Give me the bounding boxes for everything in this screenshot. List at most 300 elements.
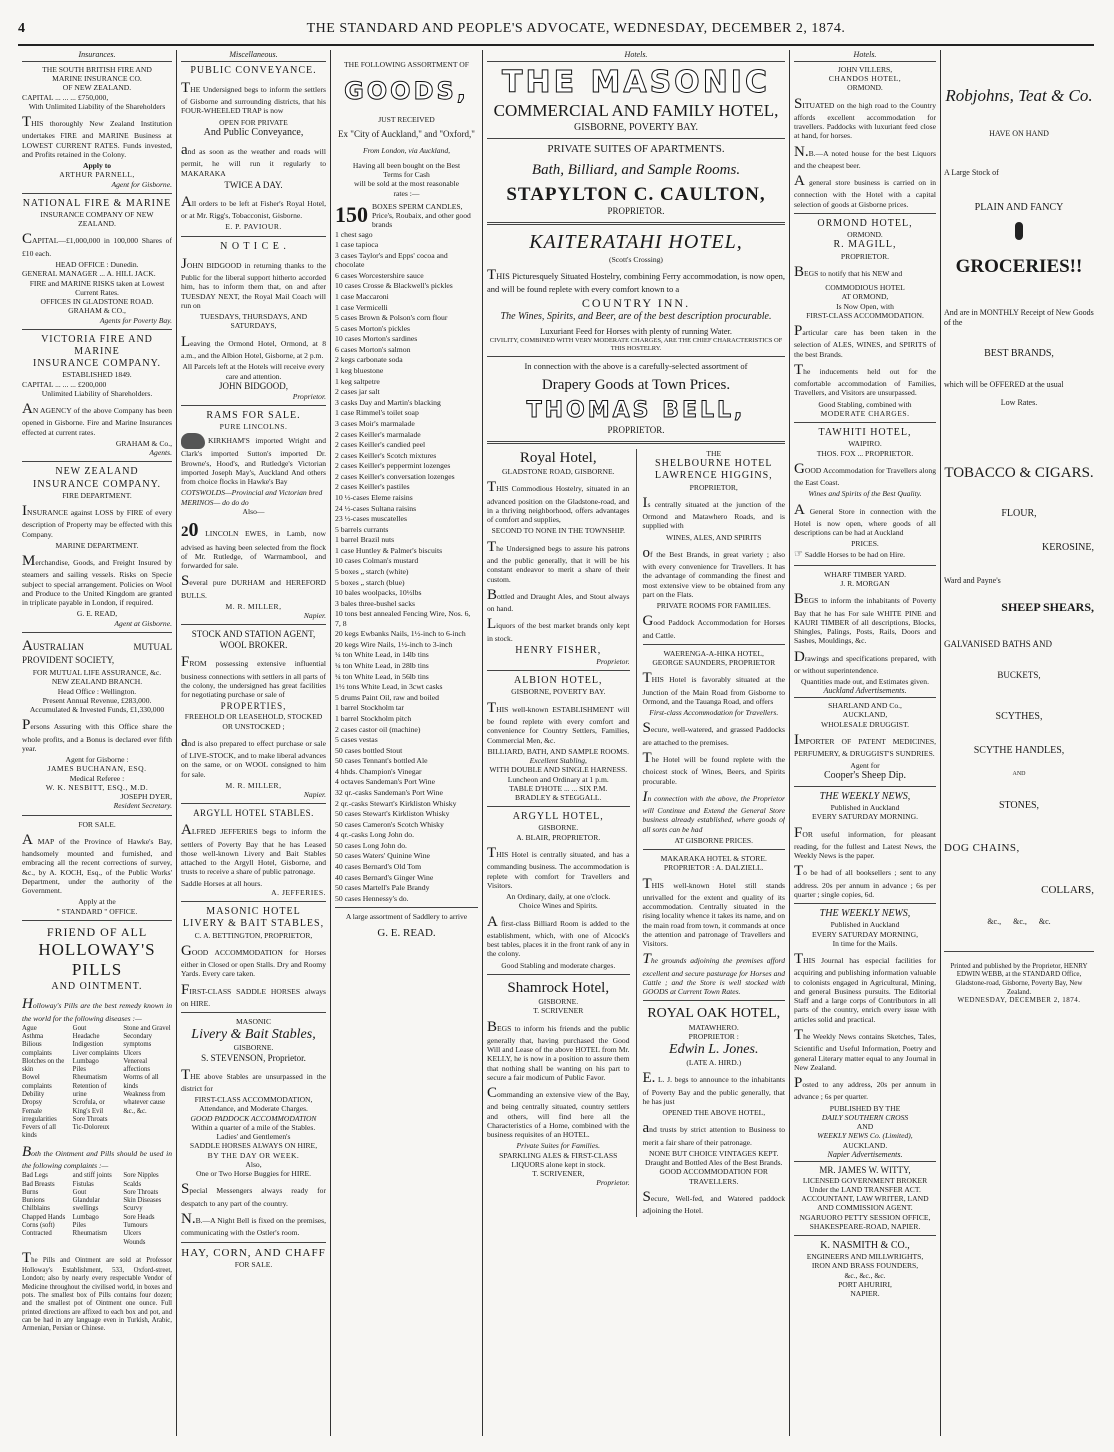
goods-item: 5 boxes „ starch (blue) (335, 577, 405, 587)
goods-item: 5 drums Paint Oil, raw and boiled (335, 692, 439, 702)
ad-line: GOOD ACCOMMODATION FOR TRAVELLERS. (659, 1167, 768, 1186)
ad-sign: ARTHUR PARNELL, (59, 170, 135, 180)
ad-title: WHARF TIMBER YARD. (823, 569, 907, 579)
list-item: Debility (22, 1091, 45, 1099)
goods-item: 1 barrel Stockholm pitch (335, 713, 412, 723)
goods-item: 50 cases bottled Stout (335, 745, 403, 755)
list-item: Weakness from whatever cause (123, 1091, 166, 1107)
ad-line: LICENSED GOVERNMENT BROKER (802, 1175, 928, 1185)
ad-line: PUBLISHED BY THE (829, 1103, 901, 1113)
ad-line: BILLIARD, BATH, AND SAMPLE ROOMS. (487, 746, 630, 756)
ad-body: THIS Commodious Hostelry, situated in an advanced position on the Gladstone-road, and in a thriving neighborhood, offers advantages of comfort and supplies, (487, 479, 630, 525)
ad-sign: J. R. MORGAN (840, 579, 890, 589)
list-item: Liver complaints (72, 1049, 119, 1057)
goods-item: 2 cases Keiller's peppermint lozenges (335, 461, 451, 471)
ad-title: RAMS FOR SALE. (206, 409, 301, 421)
list-item: Fistulas (72, 1180, 94, 1188)
divider (643, 644, 786, 645)
ad-line: AUCKLAND, (842, 710, 888, 720)
ad-title: NEW ZEALAND (55, 466, 139, 478)
ad-title: THE WEEKLY NEWS, (819, 790, 911, 802)
divider (487, 222, 785, 225)
ad-title: MR. JAMES W. WITTY, (819, 1164, 911, 1175)
ad-nasmith (794, 1240, 936, 1298)
ad-title: MASONIC (235, 1017, 272, 1027)
ad-body: The Weekly News contains Sketches, Tales, Scientific and Useful Information, Poetry and general Literary matter equal to any Journal in New Zealand. (794, 1026, 936, 1072)
ad-line: BEST BRANDS, (984, 347, 1054, 359)
ad-line: CAPITAL ... ... ... £200,000 (22, 379, 107, 389)
list-item: Bilious complaints (22, 1041, 52, 1057)
ad-body: The Undersigned begs to assure his patrons and the public generally, that it will be his constant endeavor to merit a share of their custom. (487, 538, 630, 584)
goods-item: 4 octaves Sandeman's Port Wine (335, 777, 435, 787)
ad-public-conveyance (181, 65, 326, 232)
list-item: Scurvy (123, 1205, 143, 1213)
imprint: Printed and published by the Proprietor, HENRY EDWIN WEBB, at the STANDARD Office, Gladstone-road, Gisborne, Poverty Bay, New Zealand. (950, 961, 1088, 996)
ad-masonic-bait (181, 1017, 326, 1237)
ad-line: SHAKESPEARE-ROAD, NAPIER. (809, 1221, 921, 1231)
ad-wharf-timber (794, 570, 936, 687)
ad-line: GISBORNE. (233, 1043, 274, 1053)
ad-line: SECOND TO NONE IN THE TOWNSHIP. (491, 526, 625, 536)
complaint-list (22, 1172, 172, 1247)
section-heading: Auckland Advertisements. (794, 686, 936, 698)
list-item: Contracted (22, 1230, 52, 1238)
ad-title: INSURANCE COMPANY OF NEW ZEALAND. (40, 209, 154, 229)
ad-line: MODERATE CHARGES. (820, 408, 910, 418)
goods-item: 2 cases Keiller's Scotch mixtures (335, 450, 437, 460)
ad-body: THIS Hotel is favorably situated at the Junction of the Main Road from Gisborne to Ormond, and the Tauanga Road, and offers (642, 670, 785, 706)
ad-line: Is Now Open, with (836, 301, 894, 311)
ad-royal-hotel (487, 449, 630, 666)
ad-title: HAY, CORN, AND CHAFF (181, 1246, 326, 1259)
list-item: Dropsy (22, 1099, 43, 1107)
ad-line: GOOD PADDOCK ACCOMMODATION (190, 1113, 317, 1123)
ad-body: Posted to any address, 20s per annum in advance ; 6s per quarter. (794, 1075, 936, 1102)
ad-line: CAPITAL ... ... ... £750,000, (22, 92, 109, 102)
ad-title: MASONIC HOTEL (206, 906, 301, 918)
goods-item: 20 kegs Ewbanks Nails, 1½-inch to 6-inch (335, 629, 466, 639)
ad-sharland (794, 701, 936, 782)
ad-sign: A. JEFFERIES. (271, 887, 326, 897)
ad-title: K. NASMITH & CO., (820, 1240, 910, 1252)
ad-line: JUST RECEIVED (378, 114, 435, 124)
ad-title: WAERENGA-A-HIKA HOTEL, (663, 648, 764, 658)
goods-item: 1 keg saltpetre (335, 376, 380, 386)
ad-line: PRIVATE ROOMS FOR FAMILIES. (656, 601, 771, 611)
list-item: &c., &c. (123, 1107, 147, 1115)
list-item: Rheumatism (72, 1230, 108, 1238)
divider (794, 903, 936, 904)
ad-line: SCYTHES, (995, 710, 1043, 722)
ad-witty (794, 1165, 936, 1231)
ad-line: Terms for Cash (383, 170, 430, 180)
ad-line: ENGINEERS AND MILLWRIGHTS, (806, 1252, 924, 1262)
list-item: Piles (72, 1221, 86, 1229)
ad-line: OPEN FOR PRIVATE (219, 117, 288, 127)
ad-body: Leaving the Ormond Hotel, Ormond, at 8 a.m., and the Albion Hotel, Gisborne, at 2 p.m. (181, 333, 326, 361)
ad-body: BEGS to inform his friends and the public generally that, having purchased the Good Will and Lease of the above HOTEL from Mr. KELLY, he is now in a position to assure them that nothing shall be wanting on his part to secure a fair modicum of Public Favor. (487, 1018, 630, 1082)
divider (794, 565, 936, 566)
ad-body: THIS well-known ESTABLISHMENT will be found replete with every comfort and convenience for Country Settlers, Families, Commercial Men, &c. (487, 699, 630, 745)
ewe-count: 20 (181, 519, 199, 542)
ad-body: and is also prepared to effect purchase or sale of LIVE-STOCK, and to make liberal advances on the same, or on WOOL consigned to him for sale. (181, 733, 326, 779)
goods-item: 40 cases Bernard's Ginger Wine (335, 872, 434, 882)
ad-body: THIS thoroughly New Zealand Institution undertakes FIRE and MARINE Business at LOWEST CURRENT RATES. Funds invested, and Profits retained in the Colony. (22, 114, 172, 159)
ad-title: INSURANCE COMPANY. (32, 358, 162, 370)
masthead-rule (18, 44, 1094, 46)
ad-line: Under the LAND TRANSFER ACT. (809, 1184, 921, 1194)
ad-title: AND OINTMENT. (51, 981, 143, 993)
ad-title: THE MASONIC (502, 64, 770, 100)
goods-item: 3 cases Taylor's and Epps' cocoa and chocolate (335, 250, 448, 270)
ad-line: Napier. (303, 611, 326, 621)
column-hotels (487, 50, 785, 1436)
ad-sign: G. E. READ, (76, 609, 118, 619)
ad-body: Both the Ointment and Pills should be used in the following complaints :— (22, 1143, 172, 1171)
ad-rams (181, 410, 326, 620)
goods-item: 20 kegs Wire Nails, 1½-inch to 3-inch (335, 639, 453, 649)
ad-title: JOHN VILLERS, (837, 64, 893, 74)
goods-item: 4 hhds. Champion's Vinegar (335, 766, 422, 776)
ad-line: FREEHOLD OR LEASEHOLD, STOCKED OR UNSTOCKED ; (184, 712, 323, 731)
divider (487, 138, 785, 139)
section-heading: Hotels. (794, 50, 936, 62)
ad-title: ROYAL OAK HOTEL, (647, 1006, 781, 1022)
list-item: Retention of urine (72, 1082, 107, 1099)
goods-item: 1 case Vermicelli (335, 302, 388, 312)
ad-sign: GRAHAM & CO., (68, 306, 126, 316)
ad-line: With Unlimited Liability of the Shareholders (28, 101, 166, 111)
column-goods (335, 50, 478, 1436)
ad-body: THE above Stables are unsurpassed in the district for (181, 1066, 326, 1093)
ad-line: NONE BUT CHOICE VINTAGES KEPT. (648, 1148, 779, 1158)
goods-item: 10 cases Morton's sardines (335, 334, 418, 344)
disease-column-a (22, 1025, 71, 1141)
ad-title: ARGYLL HOTEL STABLES. (193, 808, 314, 819)
ad-body: N.B.—A Night Bell is fixed on the premises, communicating with the Ostler's room. (181, 1210, 326, 1238)
ad-line: A large assortment of Saddlery to arrive (345, 912, 468, 922)
divider (181, 803, 326, 804)
ad-line: NAPIER. (850, 1289, 880, 1299)
ad-body: Secure, well-watered, and grassed Paddocks are attached to the premises. (642, 720, 785, 747)
complaint-column-a (22, 1172, 71, 1247)
ad-title: Royal Hotel, (519, 449, 597, 466)
ad-line: Ex "City of Auckland," and "Oxford," (338, 128, 475, 139)
goods-item: 10 ½-cases Eleme raisins (335, 493, 413, 502)
ad-line: PROPRIETOR. (607, 424, 665, 435)
ad-line: GALVANISED BATHS AND (944, 638, 1053, 649)
ad-line: Attendance, and Moderate Charges. (199, 1104, 308, 1114)
divider (487, 670, 630, 671)
ad-line: SCYTHE HANDLES, (973, 744, 1065, 756)
ad-line: PROPRIETOR : A. DALZIELL. (663, 863, 764, 873)
ad-holloway (22, 925, 172, 1333)
ad-body: FROM possessing extensive influential business connections with settlers in all parts of the colony, the undersigned has great facilities for negotiating purchase or sale of (181, 654, 326, 700)
ad-body: and trusts by strict attention to Business to merit a fair share of their patronage. (642, 1120, 785, 1147)
ad-line: Published in Auckland (830, 920, 900, 930)
ad-line: Quantities made out, and Estimates given. (800, 677, 929, 687)
ad-line: Cooper's Sheep Dip. (823, 769, 907, 781)
ad-line: THE (706, 448, 722, 458)
list-item: Glandular swellings (72, 1197, 100, 1213)
divider (643, 849, 786, 850)
ad-line: Low Rates. (1000, 397, 1038, 407)
ad-sign: M. R. MILLER, (225, 601, 282, 611)
ad-line: TABLE D'HOTE ... ... SIX P.M. (509, 783, 608, 793)
ad-line: PROPRIETOR : (688, 1031, 739, 1041)
ad-title: THE SOUTH BRITISH FIRE AND (42, 64, 152, 74)
ad-line: Agents. (149, 448, 172, 458)
ad-line: C. A. BETTINGTON, PROPRIETOR, (194, 930, 313, 940)
list-item: Secondary symptoms (123, 1033, 153, 1049)
goods-item: 2 cases Keiller's conversation lozenges (335, 471, 455, 481)
goods-item: 2 qr.-casks Stewart's Kirkliston Whisky (335, 798, 457, 808)
ad-body: To be had of all booksellers ; sent to any address. 20s per annum in advance ; 6s per quarter ; single copies, 6d. (794, 863, 936, 899)
list-item: Ulcers (123, 1230, 142, 1238)
ad-line: Unlimited Liability of Shareholders. (41, 388, 153, 398)
ad-line: EVERY SATURDAY MORNING, (811, 929, 919, 939)
list-item: Gout (72, 1188, 87, 1196)
ad-line: First-class Accommodation for Travellers. (649, 708, 779, 718)
ad-line: Choice Wines and Spirits. (518, 901, 598, 911)
ad-line: COUNTRY INN. (581, 296, 691, 311)
list-item: Lumbago (72, 1213, 99, 1221)
ad-line: COTSWOLDS—Provincial and Victorian bred (181, 488, 323, 498)
ad-shelbourne (643, 449, 786, 640)
ad-line: CIVILITY, COMBINED WITH VERY MODERATE CHARGES, ARE THE CHIEF CHARACTERISTICS OF THIS HOSTELRY. (489, 336, 783, 352)
ad-national (22, 198, 172, 325)
ad-body: Merchandise, Goods, and Freight Insured by steamers and sailing vessels. Risks on Specie subject to special arrangement. Policies on Wool and Produce to the United Kingdom are granted in triplicate payable in London, if required. (22, 553, 172, 608)
ad-title: N O T I C E . (220, 240, 287, 252)
ad-line: All Parcels left at the Hotels will receive every care and attention. (182, 362, 325, 381)
ad-body: Persons Assuring with this Office share the whole profits, and a Bonus is declared ever fifth year. (22, 717, 172, 753)
ad-body: Bottled and Draught Ales, and Stout always on hand. (487, 586, 630, 614)
ad-line: MERINOS— do do do (181, 497, 249, 507)
ad-line: Private Suites for Families. (516, 1141, 601, 1151)
divider (22, 632, 172, 633)
ad-body: GOOD ACCOMMODATION for Horses either in Closed or open Stalls. Dry and Roomy Yards. Every care taken. (181, 942, 326, 979)
ad-line: OPENED THE ABOVE HOTEL, (662, 1108, 766, 1118)
ad-line: An Ordinary, daily, at one o'clock. (506, 892, 611, 902)
ad-sign: GRAHAM & Co., (115, 438, 172, 448)
column-hotels-2 (794, 50, 936, 1436)
ad-body: The grounds adjoining the premises afford excellent and secure pasturage for Horses and Cattle ; and the Store is well stocked with GOODS at Current Town Rates. (642, 951, 785, 997)
ad-sign: G. E. READ. (377, 927, 436, 940)
ad-line: Apply to (82, 161, 112, 171)
ad-line: GISBORNE, POVERTY BAY. (511, 687, 606, 697)
goods-item: 1½ tons White Lead, in 3cwt casks (335, 682, 443, 692)
ad-sign: E. P. PAVIOUR. (225, 222, 282, 232)
list-item: Piles (72, 1066, 86, 1074)
ad-line: Within a quarter of a mile of the Stables. (191, 1122, 316, 1132)
ad-title: Shamrock Hotel, (507, 979, 610, 996)
ad-line: FIRST-CLASS ACCOMMODATION. (806, 310, 924, 320)
ad-line: TWICE A DAY. (224, 179, 283, 190)
ad-line: BOXES SPERM CANDLES, (372, 201, 463, 211)
list-item: Gout (72, 1024, 87, 1032)
ad-notice-bidgood (181, 241, 326, 401)
ad-title: ORMOND HOTEL, (817, 217, 913, 229)
goods-item: 6 cases Morton's salmon (335, 344, 411, 354)
ad-title: MAKARAKA HOTEL & STORE. (660, 854, 767, 864)
ad-line: T. SCRIVENER (533, 1006, 584, 1016)
ad-body: of the Best Brands, in great variety ; also with every convenience for Travellers. It has the advantage of commanding the finest and most extensive view to be obtained from any part on the Flats. (642, 544, 785, 599)
ad-subtitle: PURE LINCOLNS. (219, 422, 288, 432)
divider (794, 422, 936, 423)
section-heading: Napier Advertisements. (794, 1150, 936, 1162)
ad-chandos (794, 65, 936, 209)
ad-title: FOR SALE. (78, 819, 116, 829)
ad-title: PUBLIC CONVEYANCE. (190, 64, 317, 76)
list-item: Chapped Hands (22, 1213, 66, 1221)
ad-waerenga (643, 649, 786, 845)
goods-item: 4 qr.-casks Long John do. (335, 830, 415, 840)
ad-line: Present Annual Revenue, £283,000. (42, 695, 152, 705)
ad-line: Price's, Roubaix, and other good brands (372, 211, 471, 230)
ad-line: BUCKETS, (997, 669, 1041, 680)
ad-kaiteratahi (487, 230, 785, 436)
ad-sign: R. MAGILL, (833, 239, 897, 251)
ad-body: AN AGENCY of the above Company has been opened in Gisborne. Fire and Marine Insurances effected at current rates. (22, 401, 172, 437)
ad-body: and as soon as the weather and roads will permit, he will run it regularly to MAKARAKA (181, 142, 326, 178)
column-rule (940, 50, 941, 1436)
list-item: Corns (soft) (22, 1221, 55, 1229)
column-rule (789, 50, 790, 1436)
ad-line: Agent at Gisborne. (114, 618, 172, 628)
list-item: Headache (72, 1033, 100, 1041)
ad-body: Liquors of the best market brands only kept in stock. (487, 616, 630, 643)
divider (22, 920, 172, 921)
complaint-column-b (73, 1172, 122, 1247)
goods-item: 1 chest sago (335, 229, 373, 239)
divider (22, 193, 172, 194)
ad-line: PROPRIETOR. (840, 251, 890, 261)
ad-line: FIRE and MARINE RISKS taken at Lowest Current Rates. (29, 278, 165, 297)
list-item: Indigestion (72, 1041, 104, 1049)
sheep-icon (181, 433, 205, 449)
ad-title: SHELBOURNE HOTEL (655, 458, 773, 470)
goods-item: 3 bales three-bushel sacks (335, 598, 416, 608)
column-rule (176, 50, 177, 1436)
ad-line: will be sold at the most reasonable (353, 179, 460, 189)
ad-line: Saddle Horses to be had on Hire. (804, 549, 906, 559)
goods-item: 50 cases Stewart's Kirkliston Whisky (335, 809, 450, 819)
ad-line: Ladies' and Gentlemen's (216, 1132, 291, 1142)
goods-item: 2 cases Keiller's marmalade (335, 429, 421, 439)
ad-line: And Public Conveyance, (203, 126, 304, 138)
ad-line: WAIPIRO. (848, 439, 882, 449)
ad-line: Agent for Gisborne. (111, 179, 172, 189)
ad-ormond-hotel (794, 218, 936, 418)
goods-item: 5 cases Morton's pickles (335, 323, 411, 333)
section-heading: Insurances. (22, 50, 172, 62)
ad-line: GLADSTONE ROAD, GISBORNE. (501, 467, 615, 477)
goods-item: 50 cases Waters' Quinine Wine (335, 851, 430, 861)
ad-line: The Wines, Spirits, and Beer, are of the best description procurable. (500, 311, 772, 323)
ad-body: All orders to be left at Fisher's Royal Hotel, or at Mr. Rigg's, Tobacconist, Gisborne. (181, 193, 326, 221)
ad-sign: STAPYLTON C. CAULTON, (506, 183, 766, 205)
goods-item: ¼ ton White Lead, in 28lb tins (335, 661, 429, 671)
ad-title: TAWHITI HOTEL, (818, 427, 912, 439)
list-item: Burns (22, 1188, 39, 1196)
ad-line: TOBACCO & CIGARS. (944, 464, 1094, 481)
ad-body: A general store business is carried on in connection with the Hotel with a capital selection of goods at Gisborne prices. (794, 173, 936, 209)
ad-line: PROPRIETOR, (689, 482, 738, 492)
list-item: Wounds (123, 1238, 146, 1246)
ad-line: which will be OFFERED at the usual (944, 380, 1064, 390)
ad-argyll-stables (181, 808, 326, 897)
ad-line: &c., &c., &c. (987, 917, 1051, 927)
ad-masonic-hotel (487, 65, 785, 217)
ad-south-british (22, 65, 172, 189)
list-item: Chilblains (22, 1205, 50, 1213)
ad-masonic-livery (181, 906, 326, 1008)
ad-line: GENERAL MANAGER ... A. HILL JACK. (22, 269, 156, 279)
divider (335, 907, 478, 908)
ad-line: Good Stabling, combined with (818, 399, 912, 409)
list-item: Tic-Doloreux (72, 1124, 110, 1132)
ad-line: Proprietor. (596, 1178, 630, 1188)
ad-sign: M. R. MILLER, (225, 780, 282, 790)
goods-item: 50 cases Cameron's Scotch Whisky (335, 819, 444, 829)
ad-line: &c., &c., &c. (844, 1270, 886, 1280)
ad-line: Wines and Spirits of the Best Quality. (808, 489, 922, 499)
ornament-icon (1015, 222, 1023, 240)
divider (181, 236, 326, 237)
ad-body: GOOD Accommodation for Travellers along the East Coast. (794, 460, 936, 488)
goods-item: 5 barrels currants (335, 524, 389, 534)
ad-body: THIS Journal has especial facilities for acquiring and publishing information valuable to colonists engaged in Agricultural, Mining, and general Business pursuits. The Editorial Staff and a large corps of Contributors in all parts of the country, enrich every issue with articles solid and practical. (794, 951, 936, 1024)
ad-line: Luncheon and Ordinary at 1 p.m. (507, 774, 609, 784)
ad-body: INSURANCE against LOSS by FIRE of every description of Property may be effected with this Company. (22, 503, 172, 539)
list-item: Sore Nipples (123, 1172, 159, 1180)
goods-item: 24 ½-cases Sultana raisins (335, 503, 417, 513)
section-heading: Hotels. (487, 50, 785, 62)
ad-title: OF NEW ZEALAND. (62, 83, 132, 93)
ad-line: Also, (245, 1159, 262, 1169)
ad-line: A. BLAIR, PROPRIETOR. (516, 832, 601, 842)
ad-line: AT ORMOND, (841, 292, 889, 302)
list-item: Sore Throats (123, 1188, 159, 1196)
ad-line: FIRST-CLASS ACCOMMODATION, (194, 1095, 313, 1105)
ad-sign: JOSEPH DYER, (120, 792, 172, 802)
ad-body: BEGS to inform the inhabitants of Poverty Bay that he has For sale WHITE PINE and KAURI TIMBER of all descriptions, Blocks, Shingles, Palings, Posts, Rails, Doors and Sashes, Mouldings, &c. (794, 591, 936, 646)
ad-line: MATAWHERO. (688, 1022, 739, 1032)
ad-line: Saddle Horses at all hours. (181, 878, 263, 888)
ad-body: Particular care has been taken in the selection of ALES, WINES, and SPIRITS of the best Brands. (794, 323, 936, 359)
list-item: Fevers of all kinds (22, 1124, 56, 1140)
list-item: Ulcers (123, 1049, 142, 1057)
ad-title: LIVERY & BAIT STABLES, (182, 918, 325, 930)
ad-line: CAPITAL—£1,000,000 in 100,000 Shares of £10 each. (22, 231, 172, 258)
ad-line: SHEEP SHEARS, (1001, 599, 1094, 614)
ad-body: KIRKHAM'S imported Wright and Clark's imported Sutton's imported Dr. Browne's, Hood's, and Rutledge's Victorian imported Joseph May's, Auckland And others from choice flocks in Hawke's Bay (181, 436, 326, 487)
goods-item: 5 cases Brown & Polson's corn flour (335, 313, 448, 323)
goods-item: 5 cases vestas (335, 735, 378, 745)
ad-title: ALBION HOTEL, (513, 675, 603, 687)
list-item: Worms of all kinds (123, 1074, 159, 1090)
divider (643, 1000, 786, 1001)
ad-subtitle: FIRE DEPARTMENT. (62, 490, 132, 500)
column-miscellaneous (181, 50, 326, 1436)
ad-body: E. L. J. begs to announce to the inhabitants of Poverty Bay and the public generally, that he has just (642, 1070, 785, 1106)
candles-line (335, 202, 478, 230)
divider (487, 974, 630, 975)
list-item: Sore Heads (123, 1213, 155, 1221)
ad-line: Draught and Bottled Ales of the Best Brands. (644, 1158, 783, 1168)
ad-title: GOODS, (344, 77, 469, 106)
ad-line: Bath, Billiard, and Sample Rooms. (531, 161, 741, 178)
